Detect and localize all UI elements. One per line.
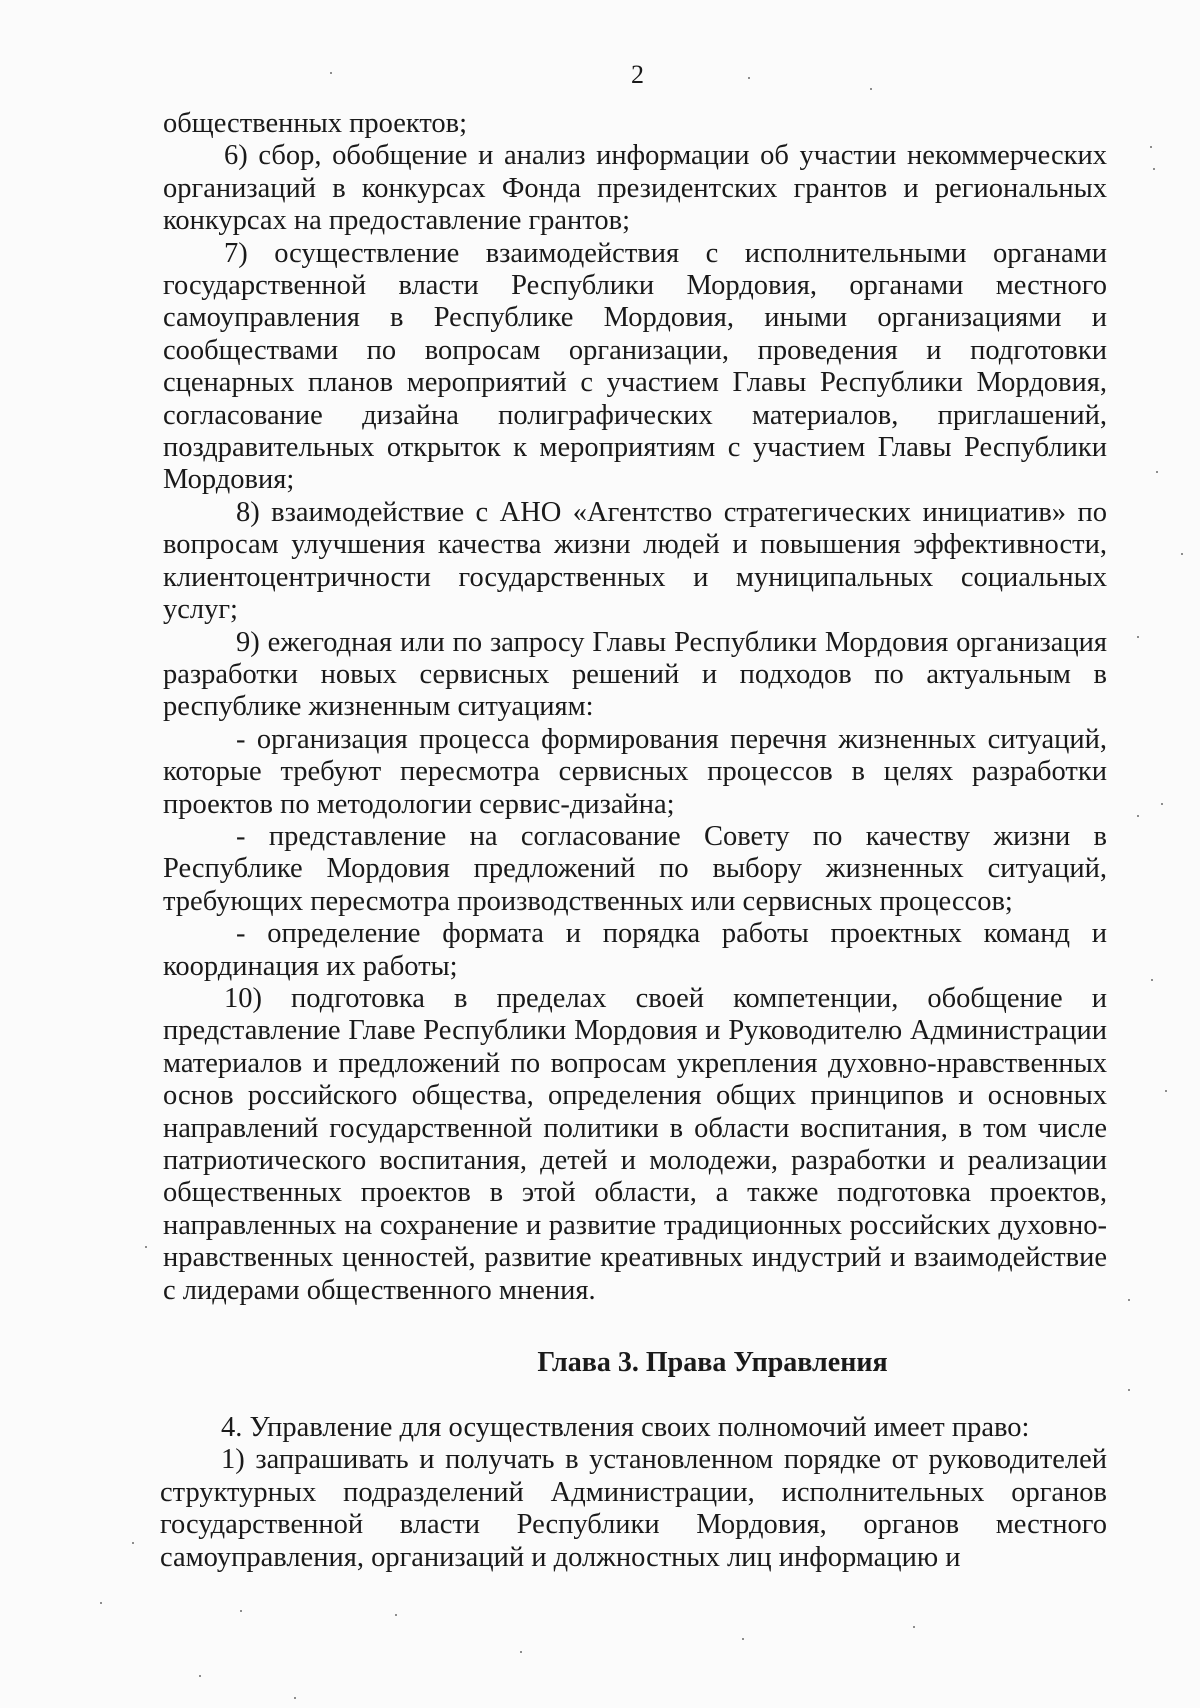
paragraph-item-9: 9) ежегодная или по запросу Главы Республики Мордовия организация разработки новых сервисных решений и подходов по актуальным в республике жизненным ситуациям:	[163, 626, 1107, 723]
paragraph-clause-4: 4. Управление для осуществления своих полномочий имеет право:	[221, 1412, 1030, 1443]
paragraph-subitem-2: - представление на согласование Совету по качеству жизни в Республике Мордовия предложений по выбору жизненных ситуаций, требующих пересмотра производственных или сервисных процессов;	[163, 820, 1107, 917]
page-number: 2	[631, 60, 644, 89]
chapter-body	[160, 1412, 1107, 1574]
document-body	[163, 108, 1107, 1307]
paragraph-subitem-1: - организация процесса формирования перечня жизненных ситуаций, которые требуют пересмотра сервисных процессов в целях разработки проектов по методологии сервис-дизайна;	[163, 723, 1107, 820]
paragraph-subitem-3: - определение формата и порядка работы проектных команд и координация их работы;	[163, 918, 1107, 982]
paragraph-item-8: 8) взаимодействие с АНО «Агентство стратегических инициатив» по вопросам улучшения качества жизни людей и повышения эффективности, клиентоцентричности государственных и муниципальных социальных услуг;	[163, 496, 1107, 626]
paragraph-continuation: общественных проектов;	[163, 108, 468, 139]
paragraph-clause-4-item-1: 1) запрашивать и получать в установленном порядке от руководителей структурных подразделений Администрации, исполнительных органов государственной власти Республики Мордовия, органов местного самоуправления, организаций и должностных лиц информацию и	[160, 1444, 1107, 1573]
paragraph-item-6: 6) сбор, обобщение и анализ информации об участии некоммерческих организаций в конкурсах Фонда президентских грантов и региональных конкурсах на предоставление грантов;	[163, 140, 1107, 237]
paragraph-item-7: 7) осуществление взаимодействия с исполнительными органами государственной власти Республики Мордовия, органами местного самоуправления в Республике Мордовия, иными организациями и сообществами по вопросам организации, проведения и подготовки сценарных планов мероприятий с участием Главы Республики Мордовия, согласование дизайна полиграфических материалов, приглашений, поздравительных открыток к мероприятиям с участием Главы Республики Мордовия;	[163, 237, 1107, 496]
paragraph-item-10: 10) подготовка в пределах своей компетенции, обобщение и представление Главе Республики Мордовия и Руководителю Администрации материалов и предложений по вопросам укрепления духовно-нравственных основ российского общества, определения общих принципов и основных направлений государственной политики в области воспитания, в том числе патриотического воспитания, детей и молодежи, разработки и реализации общественных проектов в этой области, а также подготовка проектов, направленных на сохранение и развитие традиционных российских духовно-нравственных ценностей, развитие креативных индустрий и взаимодействие с лидерами общественного мнения.	[163, 982, 1107, 1306]
chapter-heading: Глава 3. Права Управления	[537, 1347, 888, 1378]
